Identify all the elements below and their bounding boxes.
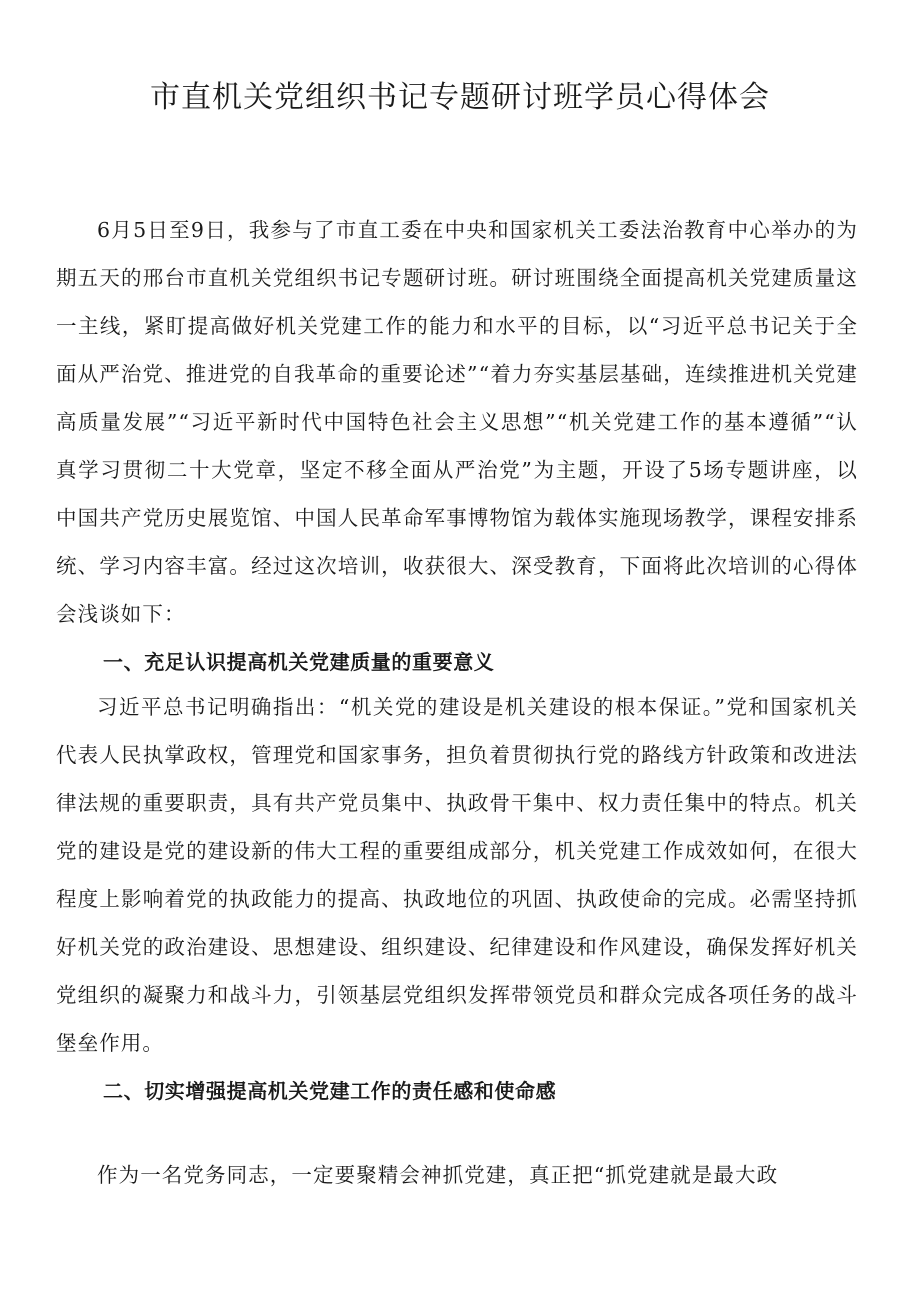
section-heading-1: 一、充足认识提高机关党建质量的重要意义 — [103, 650, 495, 674]
section-heading-2: 二、切实增强提高机关党建工作的责任感和使命感 — [103, 1079, 557, 1103]
paragraph-section-1: 习近平总书记明确指出：“机关党的建设是机关建设的根本保证。”党和国家机关代表人民执掌政权，管理党和国家事务，担负着贯彻执行党的路线方针政策和改进法律法规的重要职责，具有共产党员集中、执政骨干集中、权力责任集中的特点。机关党的建设是党的建设新的伟大工程的重要组成部分，机关党建工作成效如何，在很大程度上影响着党的执政能力的提高、执政地位的巩固、执政使命的完成。必需坚持抓好机关党的政治建设、思想建设、组织建设、纪律建设和作风建设，确保发挥好机关党组织的凝聚力和战斗力，引领基层党组织发挥带领党员和群众完成各项任务的战斗堡垒作用。 — [56, 695, 858, 1055]
paragraph-section-2: 作为一名党务同志，一定要聚精会神抓党建，真正把“抓党建就是最大政 — [97, 1163, 779, 1187]
document-title: 市直机关党组织书记专题研讨班学员心得体会 — [150, 80, 770, 115]
paragraph-intro: 6月5日至9日，我参与了市直工委在中央和国家机关工委法治教育中心举办的为期五天的邢台市直机关党组织书记专题研讨班。研讨班围绕全面提高机关党建质量这一主线，紧盯提高做好机关党建工作的能力和水平的目标，以“习近平总书记关于全面从严治党、推进党的自我革命的重要论述”“着力夯实基层基础，连续推进机关党建高质量发展”“习近平新时代中国特色社会主义思想”“机关党建工作的基本遵循”“认真学习贯彻二十大党章，坚定不移全面从严治党”为主题，开设了5场专题讲座，以中国共产党历史展览馆、中国人民革命军事博物馆为载体实施现场教学，课程安排系统、学习内容丰富。经过这次培训，收获很大、深受教育，下面将此次培训的心得体会浅谈如下： — [56, 218, 858, 626]
